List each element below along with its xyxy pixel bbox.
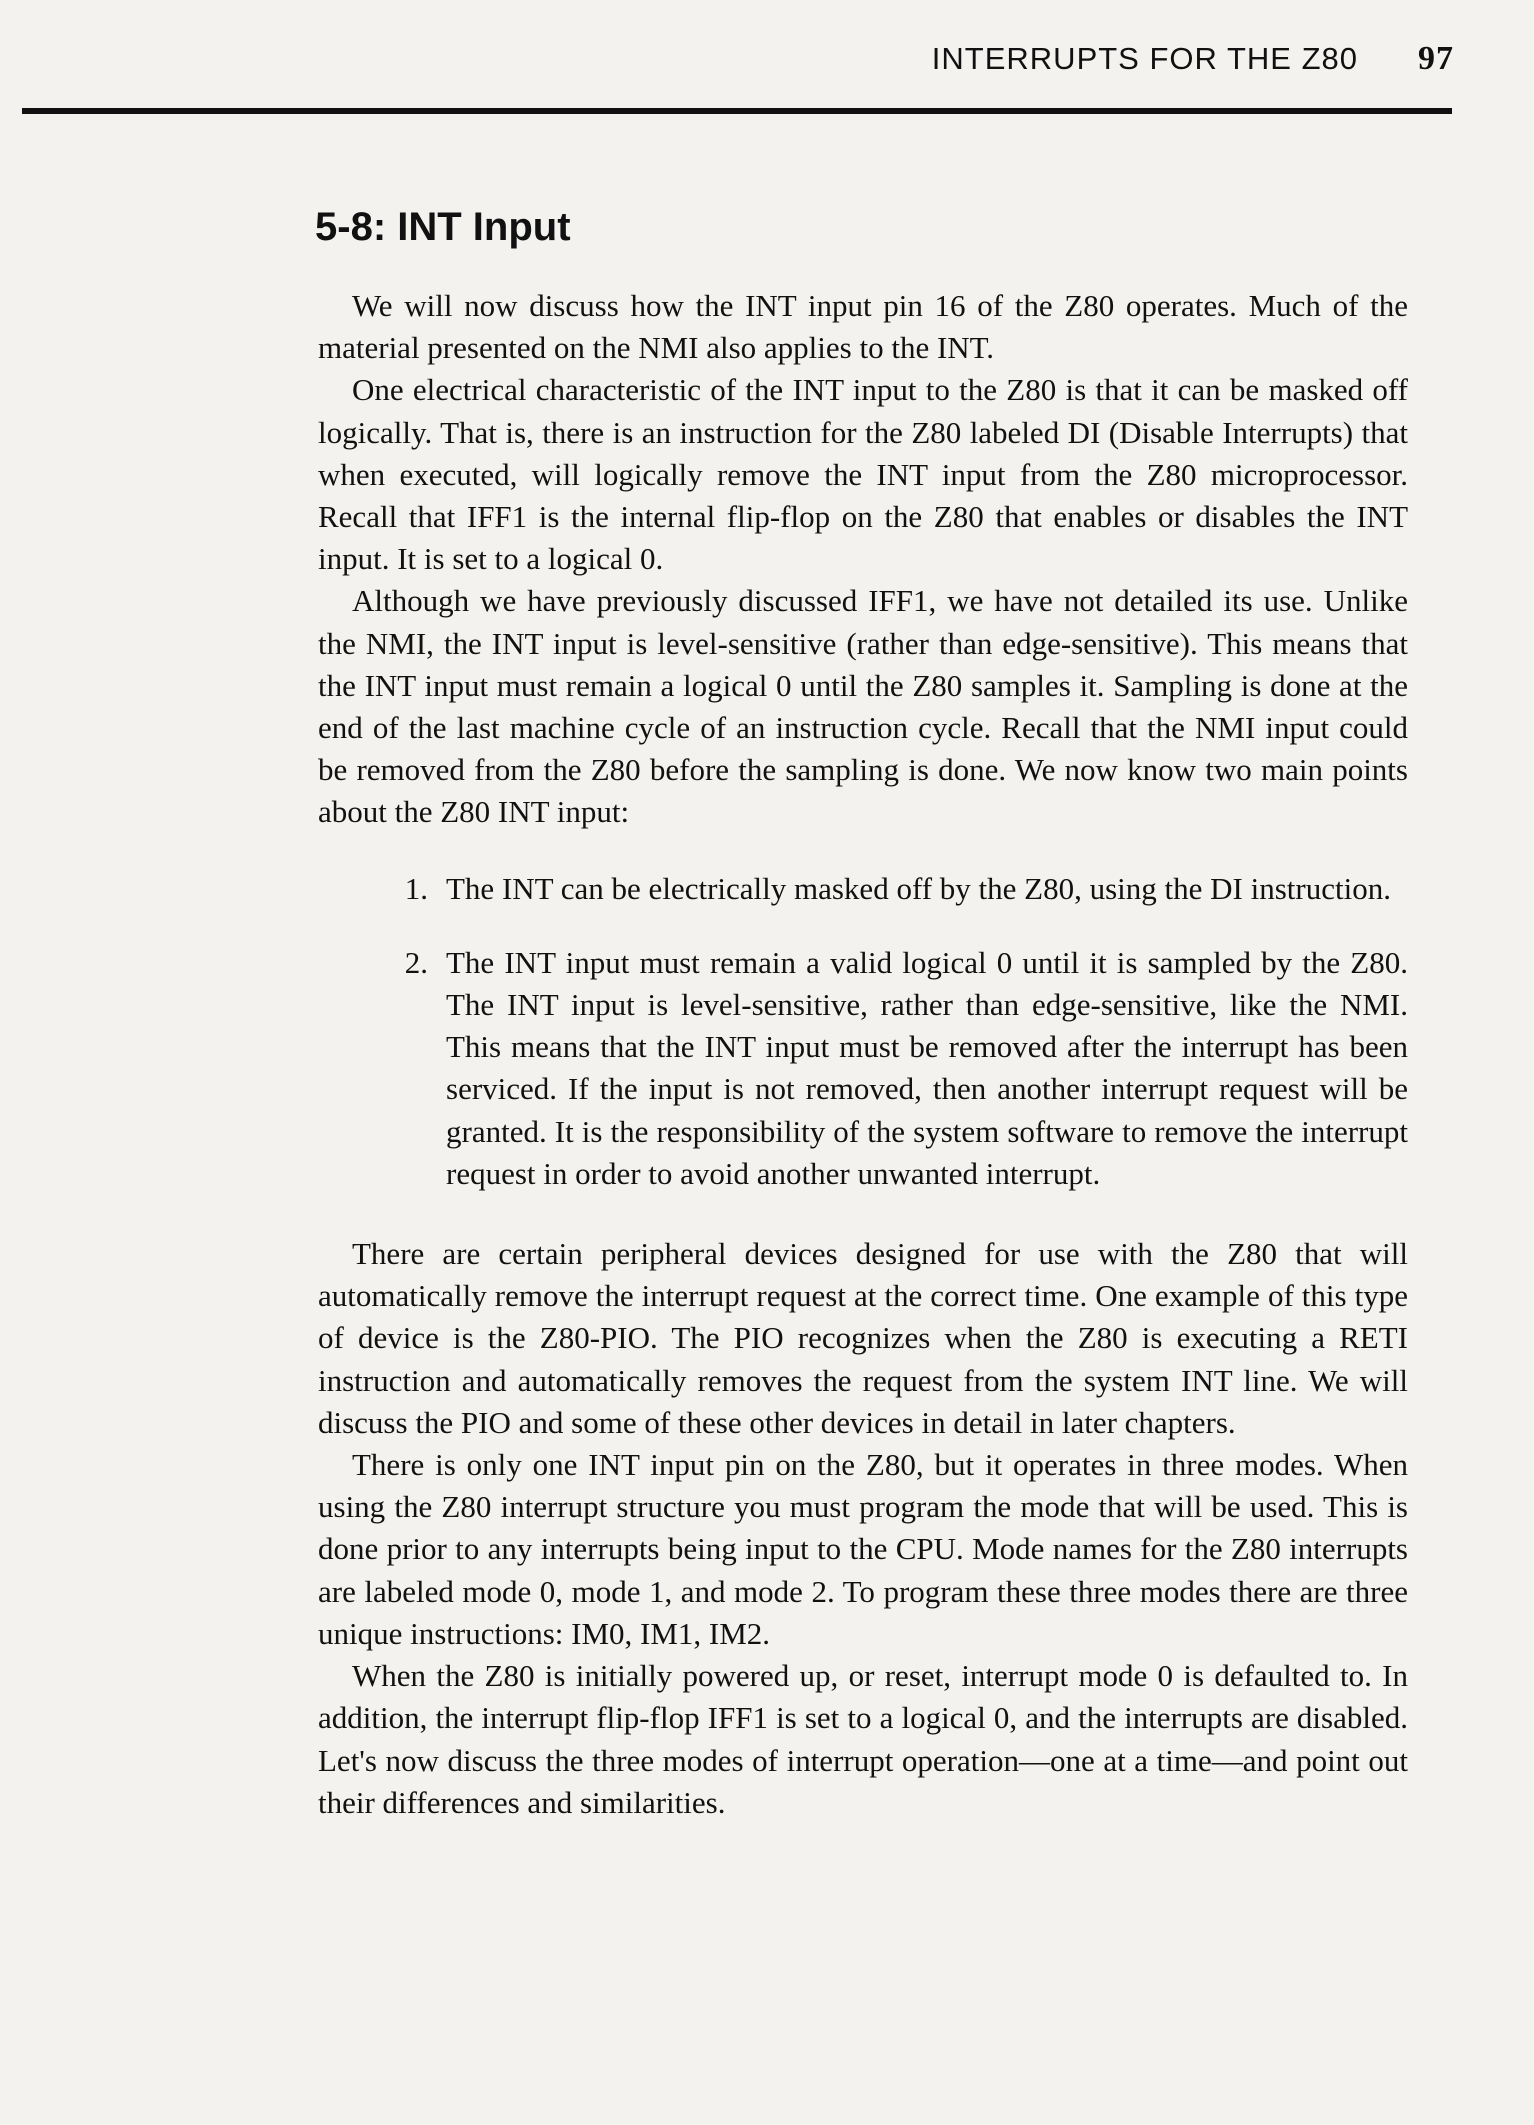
paragraph: When the Z80 is initially powered up, or reset, interrupt mode 0 is defaulted to. In addition, the interrupt flip-flop IFF1 is set to a logical 0, and the interrupts are disabled. Let's now discuss the three modes of interrupt operation—one at a time—and point out their differences and similarities. [318,1658,1408,1820]
paragraph: Although we have previously discussed IFF1, we have not detailed its use. Unlike the NMI, the INT input is level-sensitive (rather than edge-sensitive). This means that the INT input must remain a logical 0 until the Z80 samples it. Sampling is done at the end of the last machine cycle of an instruction cycle. Recall that the NMI input could be removed from the Z80 before the sampling is done. We now know two main points about the Z80 INT input: [318,583,1408,830]
list-text: The INT input must remain a valid logical 0 until it is sampled by the Z80. The INT input is level-sensitive, rather than edge-sensitive, like the NMI. This means that the INT input must be removed after the interrupt has been serviced. If the input is not removed, then another interrupt request will be granted. It is the responsibility of the system software to remove the interrupt request in order to avoid another unwanted interrupt. [446,944,1408,1191]
section-title: 5-8: INT Input [315,205,571,249]
numbered-list [318,868,1408,1195]
list-number: 2. [404,944,428,980]
running-header [932,40,1454,78]
page-number: 97 [1418,40,1454,77]
list-text: The INT can be electrically masked off by the Z80, using the DI instruction. [446,870,1391,906]
body-text [318,285,1408,1824]
header-rule [22,108,1452,114]
paragraph: There are certain peripheral devices designed for use with the Z80 that will automatically remove the interrupt request at the correct time. One example of this type of device is the Z80-PIO. The PIO recognizes when the Z80 is executing a RETI instruction and automatically removes the request from the system INT line. We will discuss the PIO and some of these other devices in detail in later chapters. [318,1236,1408,1440]
list-item [318,942,1408,1195]
paragraph: One electrical characteristic of the INT input to the Z80 is that it can be masked off logically. That is, there is an instruction for the Z80 labeled DI (Disable Interrupts) that when executed, will logically remove the INT input from the Z80 microprocessor. Recall that IFF1 is the internal flip-flop on the Z80 that enables or disables the INT input. It is set to a logical 0. [318,372,1408,577]
list-item [318,868,1408,910]
paragraph: We will now discuss how the INT input pin 16 of the Z80 operates. Much of the material presented on the NMI also applies to the INT. [318,288,1408,366]
paragraph: There is only one INT input pin on the Z80, but it operates in three modes. When using the Z80 interrupt structure you must program the mode that will be used. This is done prior to any interrupts being input to the CPU. Mode names for the Z80 interrupts are labeled mode 0, mode 1, and mode 2. To program these three modes there are three unique instructions: IM0, IM1, IM2. [318,1447,1408,1651]
list-number: 1. [404,870,428,906]
running-title: INTERRUPTS FOR THE Z80 [931,41,1358,76]
